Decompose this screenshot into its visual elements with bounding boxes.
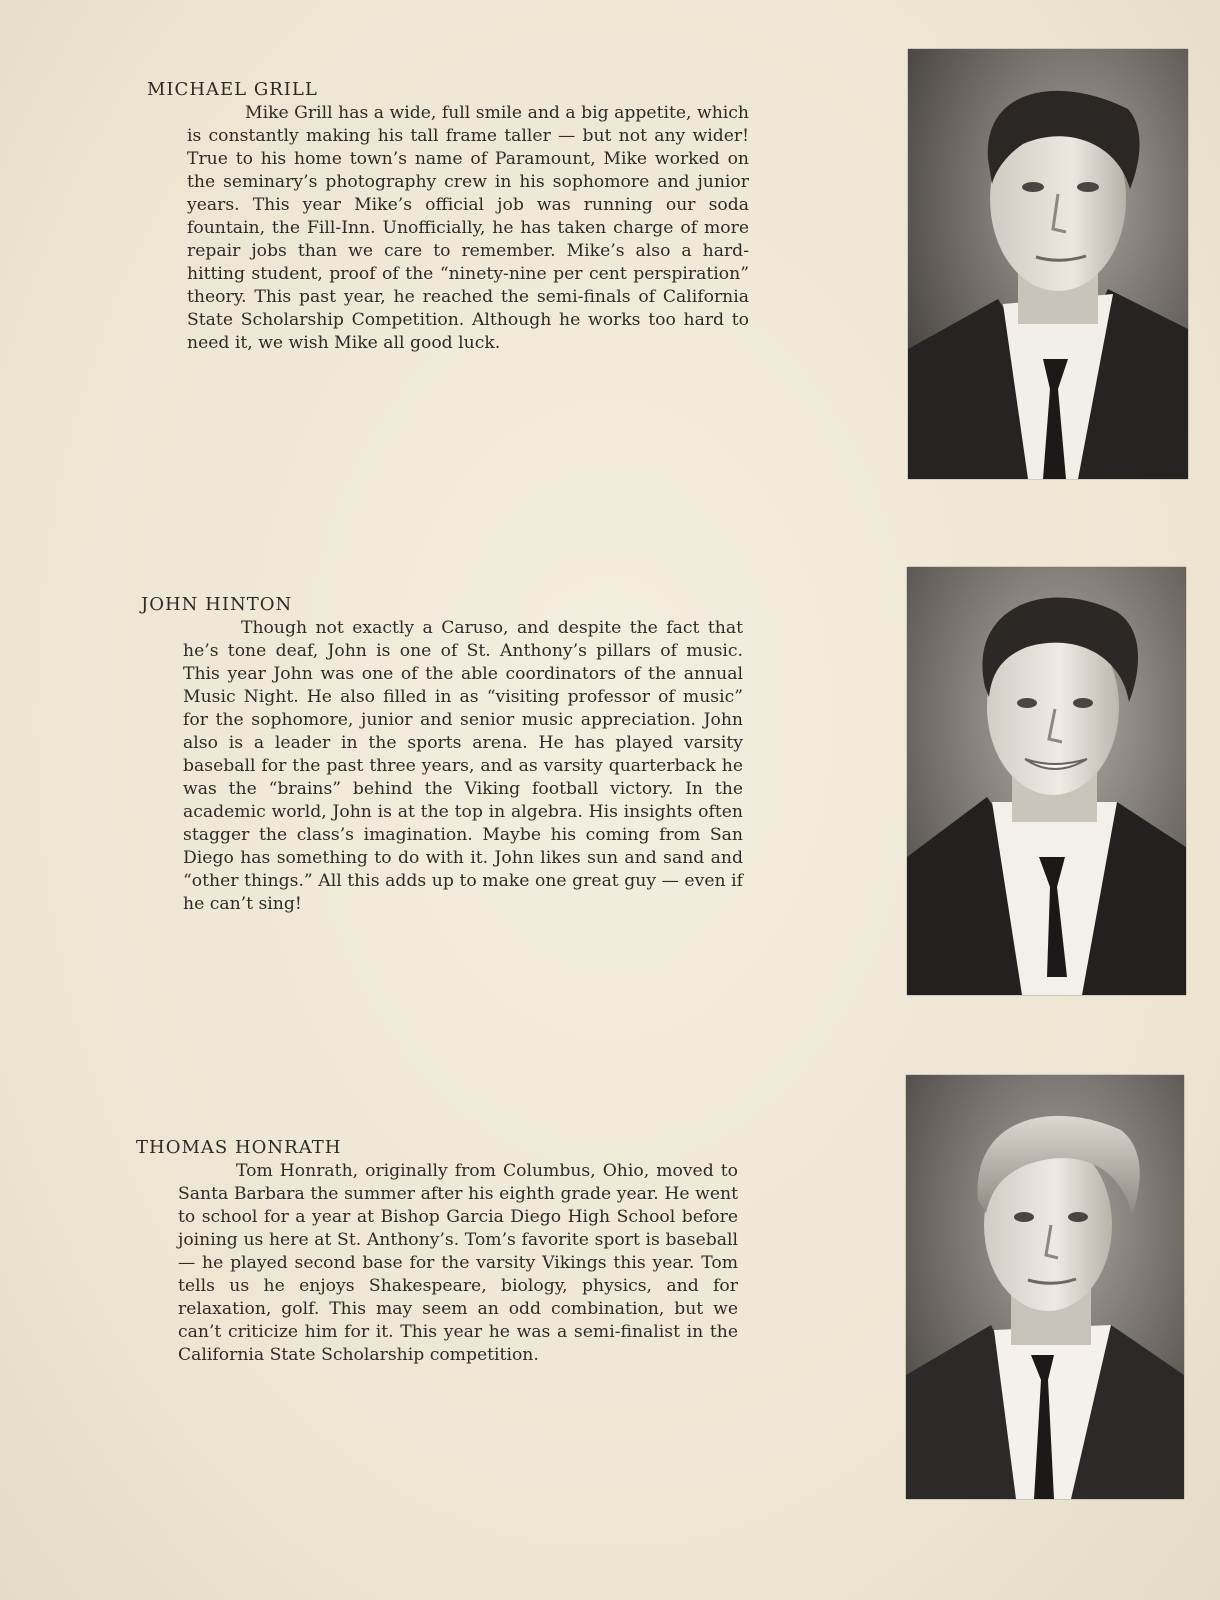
student-bio: Tom Honrath, originally from Columbus, Ohio, moved to Santa Barbara the summer after his eighth grade year. He went to school for a year at Bishop Garcia Diego High School before joining us here at St. Anthony’s. Tom’s favorite sport is baseball — he played second base for the varsity Vikings this year. Tom tells us he enjoys Shakespeare, biology, physics, and for relaxation, golf. This may seem an odd combination, but we can’t criticize him for it. This year he was a semi-finalist in the California State Scholarship competition.: [178, 1161, 738, 1365]
student-name: JOHN HINTON: [141, 594, 293, 615]
student-name: MICHAEL GRILL: [147, 79, 318, 100]
student-bio: Mike Grill has a wide, full smile and a big appetite, which is constantly making his tall frame taller — but not any wider! True to his home town’s name of Paramount, Mike worked on the seminary’s photography crew in his sophomore and junior years. This year Mike’s official job was running our soda fountain, the Fill-Inn. Unofficially, he has taken charge of more repair jobs than we care to remember. Mike’s also a hard-hitting student, proof of the “ninety-nine per cent perspiration” theory. This past year, he reached the semi-finals of California State Scholarship Competition. Although he works too hard to need it, we wish Mike all good luck.: [187, 103, 749, 353]
bio-entry: [141, 594, 743, 916]
portrait-photo: [908, 49, 1188, 479]
bio-entry: [147, 79, 749, 355]
portrait-photo: [906, 1075, 1184, 1499]
bio-entry: [136, 1137, 738, 1367]
student-bio: Though not exactly a Caruso, and despite the fact that he’s tone deaf, John is one of St. Anthony’s pillars of music. This year John was one of the able coordinators of the annual Music Night. He also filled in as “visiting professor of music” for the sophomore, junior and senior music appreciation. John also is a leader in the sports arena. He has played varsity baseball for the past three years, and as varsity quarterback he was the “brains” behind the Viking football victory. In the academic world, John is at the top in algebra. His insights often stagger the class’s imagination. Maybe his coming from San Diego has something to do with it. John likes sun and sand and “other things.” All this adds up to make one great guy — even if he can’t sing!: [183, 618, 743, 914]
portrait-photo: [907, 567, 1186, 995]
student-name: THOMAS HONRATH: [136, 1137, 342, 1158]
